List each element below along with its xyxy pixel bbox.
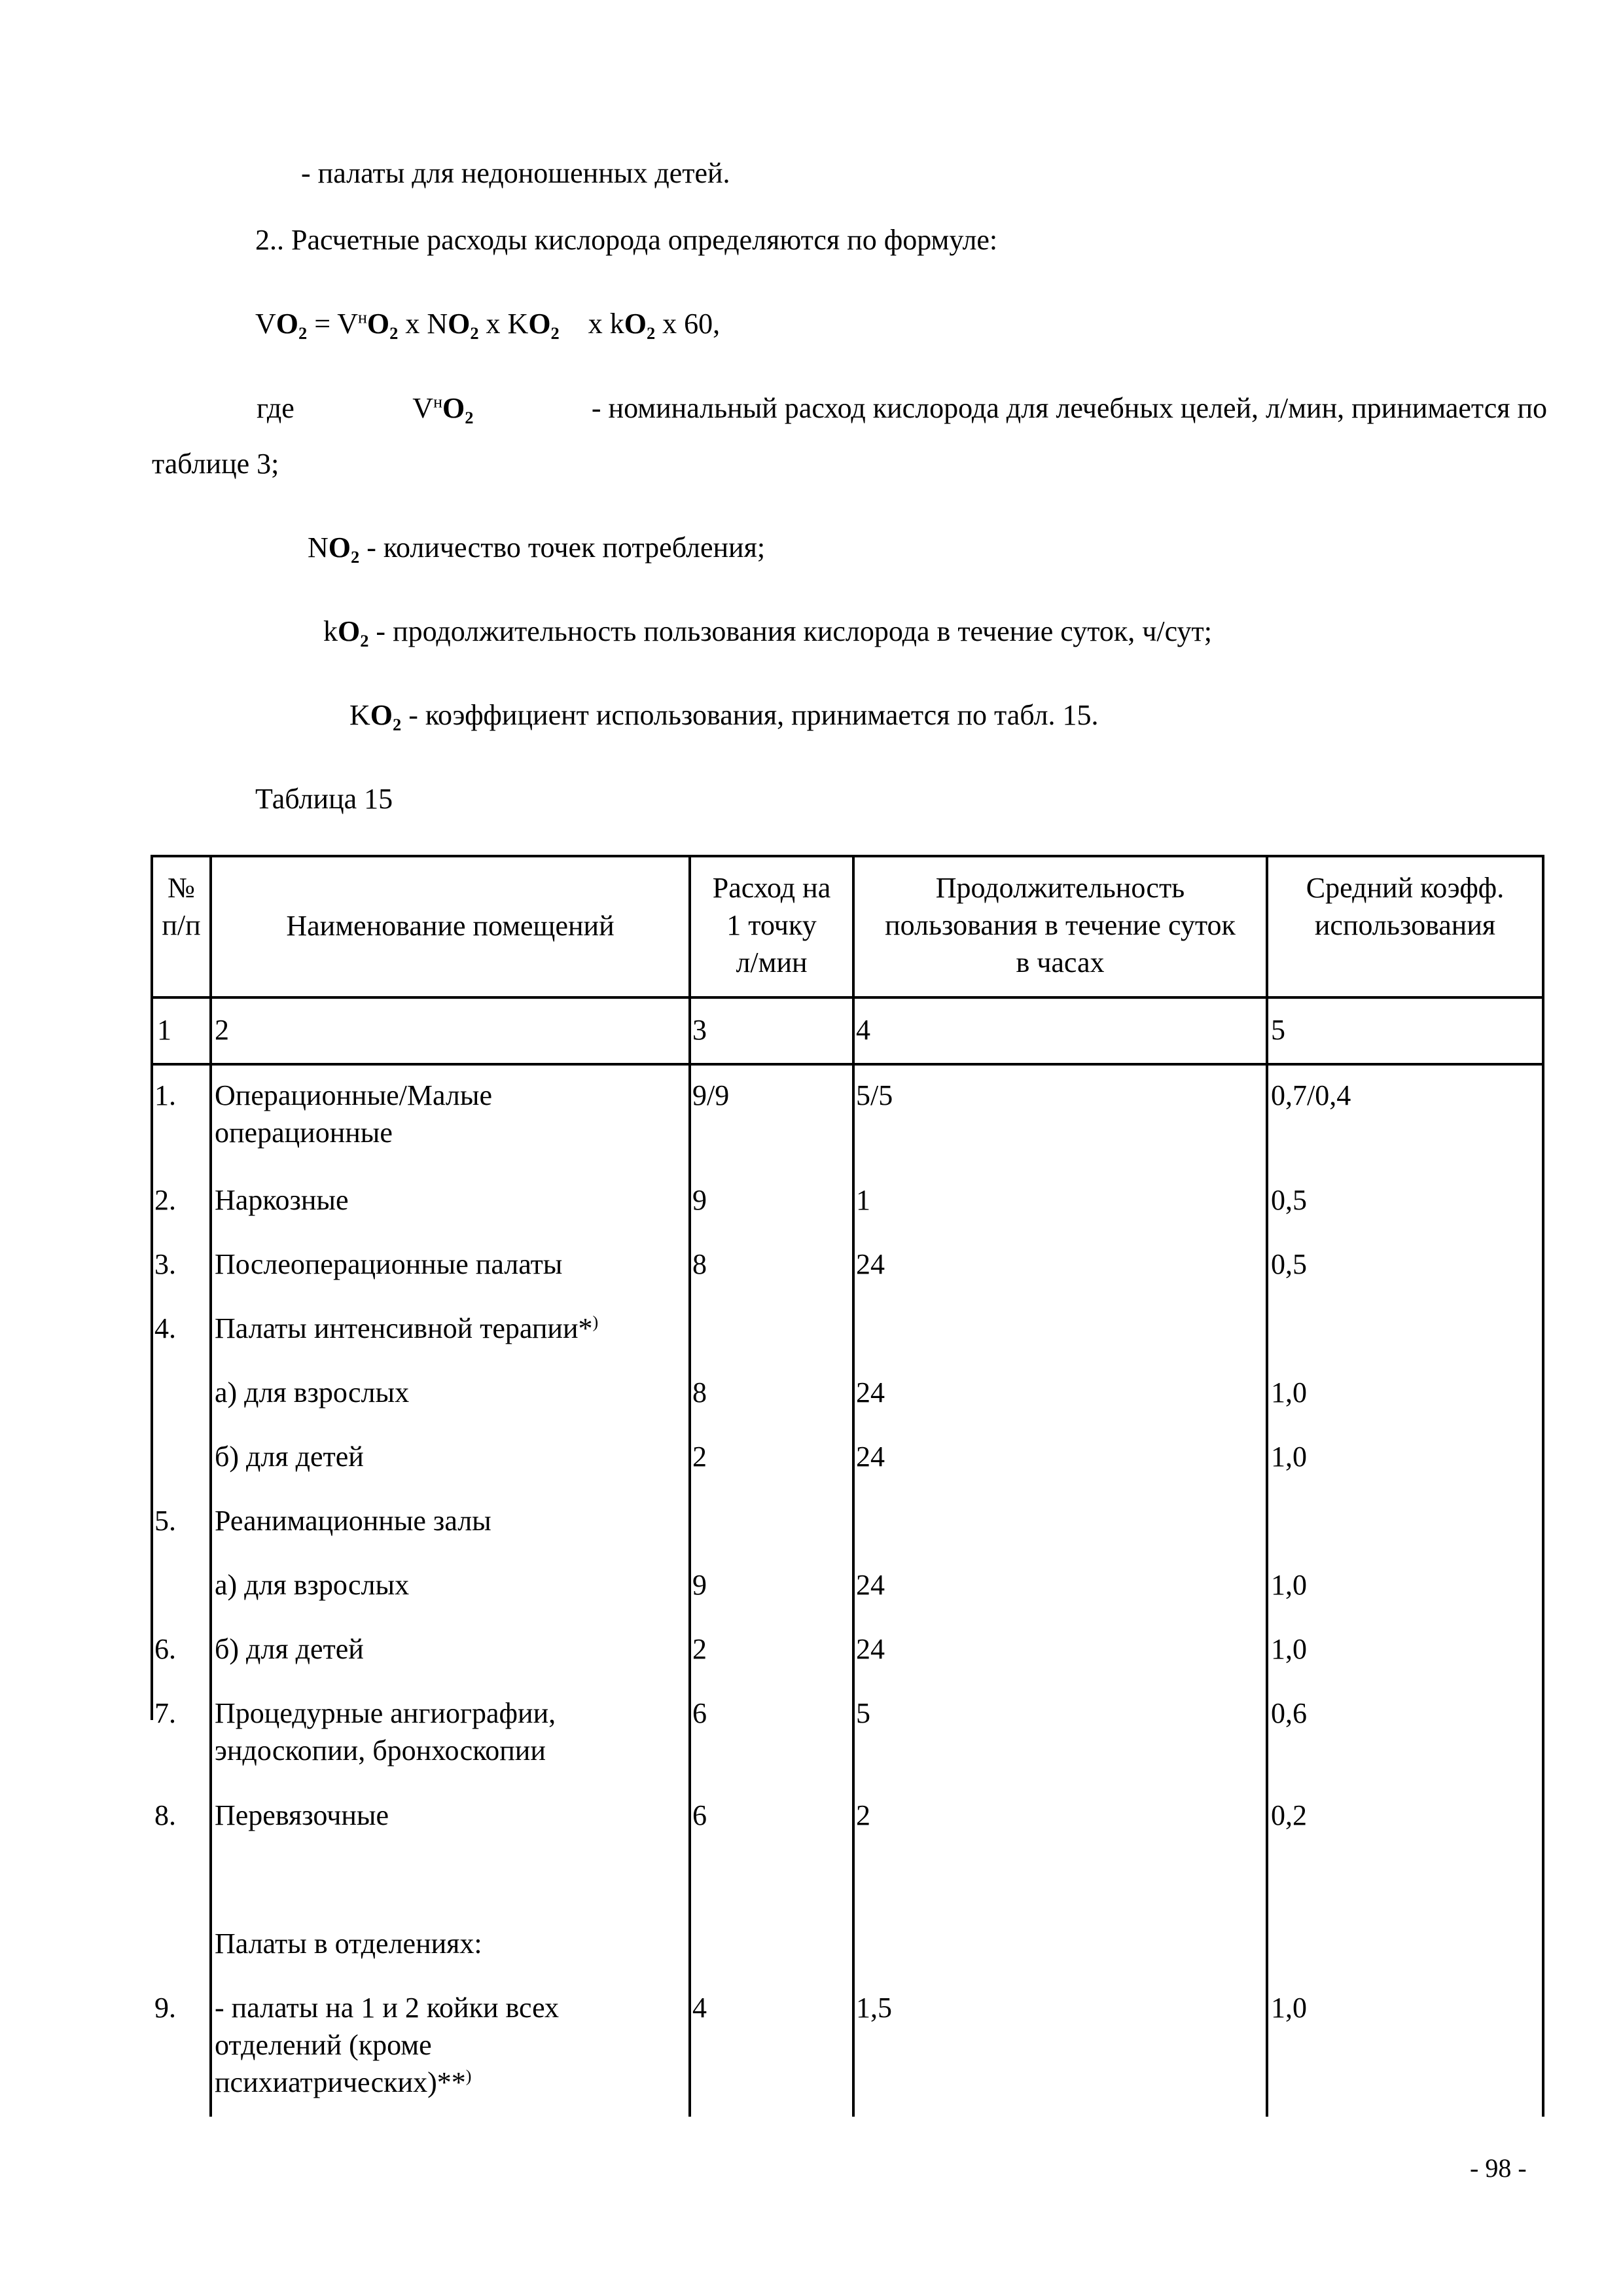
table-row-coefficient: 1,0: [1271, 1376, 1307, 1408]
table-row-rate: 8: [692, 1376, 707, 1408]
table-row-name: Процедурные ангиографии, эндоскопии, бронхоскопии: [215, 1697, 556, 1767]
table-row-coefficient: 0,2: [1271, 1799, 1307, 1831]
table-row-duration: 2: [856, 1799, 870, 1831]
table-row-number: 3.: [154, 1248, 176, 1280]
table-row-name: Операционные/Малые операционные: [215, 1079, 492, 1149]
table-row-coefficient: 1,0: [1271, 1992, 1307, 2024]
table-row-duration: 24: [856, 1248, 885, 1280]
col-border-4: [852, 855, 855, 2117]
table-row-name: Палаты интенсивной терапии*): [215, 1312, 599, 1344]
table-row-name: а) для взрослых: [215, 1376, 410, 1408]
table-row-rate: 2: [692, 1633, 707, 1665]
table-row-coefficient: 1,0: [1271, 1569, 1307, 1601]
table-row-rate: 9/9: [692, 1079, 730, 1111]
table-row-rate: 6: [692, 1697, 707, 1729]
table-row-number: 2.: [154, 1184, 176, 1216]
table-row-number: 1.: [154, 1079, 176, 1111]
table-row-rate: 9: [692, 1184, 707, 1216]
col-border-3: [688, 855, 691, 2117]
table-row-name: Послеоперационные палаты: [215, 1248, 563, 1280]
table-row-name: - палаты на 1 и 2 койки всех отделений (кроме психиатрических)**): [215, 1992, 560, 2099]
table-row-duration: 1,5: [856, 1992, 892, 2024]
table-top-border: [151, 855, 1544, 857]
table-row-name: а) для взрослых: [215, 1569, 410, 1601]
table-row-duration: 24: [856, 1633, 885, 1665]
table-row-name: Наркозные: [215, 1184, 349, 1216]
table-row-coefficient: 0,5: [1271, 1184, 1307, 1216]
table-row-number: 8.: [154, 1799, 176, 1831]
table-row-number: 7.: [154, 1697, 176, 1729]
def-k-capital: KO₂ - коэффициент использования, принимается по табл. 15.: [349, 699, 1099, 731]
where-definition: где $V^нO_2$ - номинальный расход кислорода для лечебных целей, л/мин, принимается по: [257, 392, 1548, 424]
numbering-cell: 2: [215, 1014, 229, 1046]
intro-list-item: - палаты для недоношенных детей.: [301, 157, 730, 189]
table-row-duration: 1: [856, 1184, 870, 1216]
table-row-duration: 24: [856, 1376, 885, 1408]
table-row-number: 9.: [154, 1992, 176, 2024]
table-row-name: б) для детей: [215, 1441, 364, 1473]
table-row-rate: 8: [692, 1248, 707, 1280]
numbering-cell: 1: [157, 1014, 171, 1046]
table-row-rate: 9: [692, 1569, 707, 1601]
table-row-rate: 6: [692, 1799, 707, 1831]
where-continuation: таблице 3;: [152, 448, 279, 480]
table-row-number: 5.: [154, 1505, 176, 1537]
table-row-name: Перевязочные: [215, 1799, 389, 1831]
numbering-cell: 3: [692, 1014, 707, 1046]
def-k-small: kO₂ - продолжительность пользования кислорода в течение суток, ч/сут;: [323, 615, 1212, 647]
def-n: NO₂ - количество точек потребления;: [308, 531, 766, 564]
col-border-1: [151, 855, 153, 1720]
col-border-5: [1266, 855, 1268, 2117]
table-row-coefficient: 1,0: [1271, 1441, 1307, 1473]
table-row-duration: 24: [856, 1441, 885, 1473]
numbering-bottom-border: [151, 1063, 1544, 1066]
table-row-rate: 4: [692, 1992, 707, 2024]
formula: $VO_2 = V^нO_2$ x NO₂ x KO₂ x kO₂ x 60,: [255, 308, 721, 340]
table-row-name: Реанимационные залы: [215, 1505, 491, 1537]
table-row-duration: 5/5: [856, 1079, 893, 1111]
table-row-coefficient: 0,7/0,4: [1271, 1079, 1351, 1111]
header-duration: Продолжительность пользования в течение суток в часах: [885, 872, 1236, 979]
numbering-cell: 4: [856, 1014, 870, 1046]
paragraph-2: 2.. Расчетные расходы кислорода определяются по формуле:: [255, 224, 998, 256]
header-name: Наименование помещений: [286, 910, 615, 942]
table-row-number: 6.: [154, 1633, 176, 1665]
col-border-6: [1542, 855, 1544, 2117]
col-border-2: [209, 855, 212, 2117]
table-row-name: Палаты в отделениях:: [215, 1928, 482, 1960]
table-row-coefficient: 0,6: [1271, 1697, 1307, 1729]
table-row-duration: 24: [856, 1569, 885, 1601]
table-row-name: б) для детей: [215, 1633, 364, 1665]
table-row-coefficient: 1,0: [1271, 1633, 1307, 1665]
header-number: № п/п: [162, 872, 201, 942]
numbering-cell: 5: [1271, 1014, 1285, 1046]
page-number: - 98 -: [1470, 2153, 1527, 2183]
table-row-rate: 2: [692, 1441, 707, 1473]
table-row-number: 4.: [154, 1312, 176, 1344]
header-coefficient: Средний коэфф. использования: [1306, 872, 1505, 942]
header-bottom-border: [151, 996, 1544, 999]
table-row-duration: 5: [856, 1697, 870, 1729]
table-caption: Таблица 15: [255, 783, 393, 815]
table-row-coefficient: 0,5: [1271, 1248, 1307, 1280]
header-rate: Расход на 1 точку л/мин: [712, 872, 831, 979]
